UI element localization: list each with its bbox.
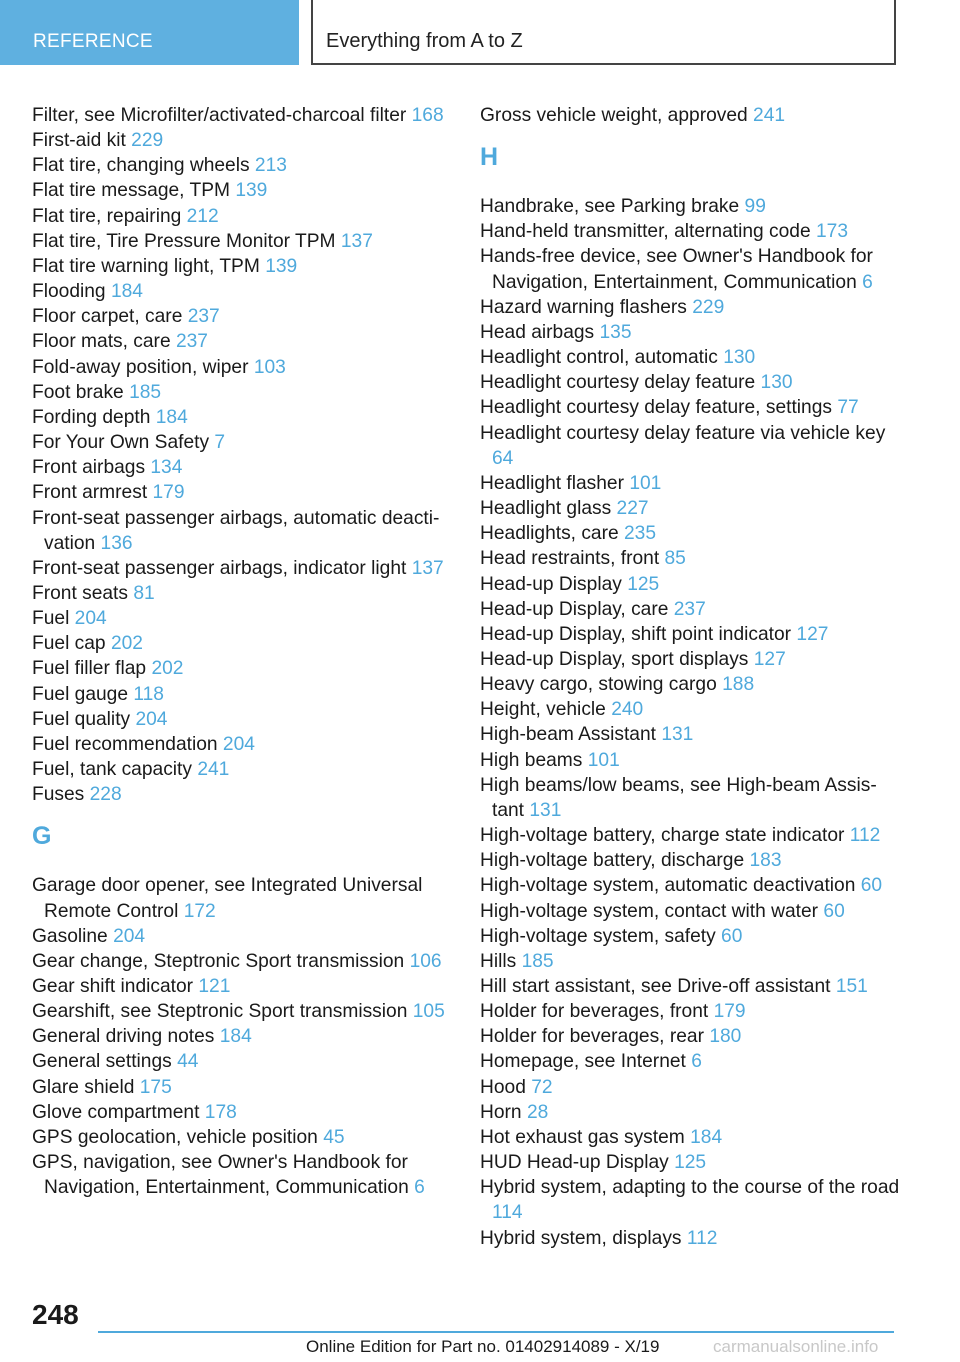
index-page-link[interactable]: 85 xyxy=(664,548,686,570)
index-entry-text: Headlight flasher xyxy=(480,472,624,494)
index-entry xyxy=(32,757,452,782)
index-page-link[interactable]: 101 xyxy=(587,749,620,771)
index-entry-text: Front airbags xyxy=(32,457,146,479)
index-page-link[interactable]: 139 xyxy=(265,255,298,277)
index-entry xyxy=(480,848,900,873)
index-entry xyxy=(32,581,452,606)
index-entry-text: Headlight glass xyxy=(480,498,612,520)
index-entry-text: High-voltage system, contact with water xyxy=(480,900,819,922)
index-page-link[interactable]: 121 xyxy=(198,976,231,997)
index-page-link[interactable]: 184 xyxy=(690,1126,723,1148)
index-column-left xyxy=(32,103,452,1200)
index-page-link[interactable]: 178 xyxy=(204,1101,237,1123)
index-entry xyxy=(32,178,452,203)
index-entry-text: Flat tire message, TPM xyxy=(32,180,230,202)
index-entry-text: Fuel, tank capacity xyxy=(32,759,192,781)
index-page-link[interactable]: 99 xyxy=(744,196,766,218)
index-page-link[interactable]: 241 xyxy=(197,759,230,781)
index-entry xyxy=(480,823,900,848)
index-entry-text: Flat tire, changing wheels xyxy=(32,155,250,177)
index-entry xyxy=(32,682,452,707)
index-entry-text: Fuses xyxy=(32,784,85,806)
index-entry xyxy=(480,748,900,773)
index-page-link[interactable]: 204 xyxy=(113,925,146,947)
index-page-link[interactable]: 60 xyxy=(721,925,743,947)
index-letter-heading: G xyxy=(32,822,52,851)
header-section-label: REFERENCE xyxy=(33,31,153,52)
index-entry xyxy=(480,1226,900,1251)
index-entry-text: Hands-free device, see Owner's Handbook for Navigation, Entertainment, Communication xyxy=(480,246,873,293)
index-page-link[interactable]: 151 xyxy=(835,976,868,997)
index-page-link[interactable]: 130 xyxy=(760,372,793,394)
index-entry-text: Front-seat passenger airbags, indicator light xyxy=(32,557,407,579)
index-page-link[interactable]: 227 xyxy=(616,498,649,520)
index-entry xyxy=(480,672,900,697)
index-page-link[interactable]: 172 xyxy=(183,900,216,922)
index-entry xyxy=(480,395,900,420)
index-entry-text: GPS, navigation, see Owner's Handbook for Navigation, Entertainment, Communication xyxy=(32,1152,409,1199)
index-page-link[interactable]: 28 xyxy=(526,1101,549,1123)
index-entry-text: High beams/low beams, see High-beam Assistant xyxy=(480,774,877,821)
index-page-link[interactable]: 127 xyxy=(796,623,829,645)
index-entry-text: Headlight control, automatic xyxy=(480,347,718,369)
index-page-link[interactable]: 125 xyxy=(674,1152,707,1174)
index-entry xyxy=(480,1075,900,1100)
index-page-link[interactable]: 77 xyxy=(837,397,859,419)
index-entry-text: HUD Head-up Display xyxy=(480,1152,669,1174)
index-entry xyxy=(480,521,900,546)
index-entry xyxy=(480,1175,900,1225)
index-entry xyxy=(32,153,452,178)
index-entry xyxy=(32,506,452,556)
index-entry xyxy=(480,949,900,974)
index-entry xyxy=(32,229,452,254)
index-entry-text: Height, vehicle xyxy=(480,699,606,721)
index-page-link[interactable]: 179 xyxy=(713,1001,746,1023)
index-entry-text: Floor mats, care xyxy=(32,331,171,353)
index-page-link[interactable]: 127 xyxy=(753,648,786,670)
index-entry-text: Flooding xyxy=(32,281,106,303)
index-entry-text: High-beam Assistant xyxy=(480,724,656,746)
index-entry-text: GPS geolocation, vehicle position xyxy=(32,1126,318,1148)
index-entry xyxy=(480,103,900,128)
index-entry xyxy=(32,999,452,1024)
index-entry-text: Holder for beverages, front xyxy=(480,1001,709,1023)
index-page-link[interactable]: 240 xyxy=(611,699,644,721)
index-entry xyxy=(480,924,900,949)
index-page-link[interactable]: 134 xyxy=(150,457,183,479)
index-page-link[interactable]: 125 xyxy=(627,573,660,595)
index-page-link[interactable]: 112 xyxy=(849,825,881,847)
index-entry xyxy=(32,1100,452,1125)
index-entry-text: Horn xyxy=(480,1101,522,1123)
index-entry-text: Holder for beverages, rear xyxy=(480,1026,704,1048)
index-page-link[interactable]: 237 xyxy=(175,331,208,353)
index-page-link[interactable]: 204 xyxy=(74,608,107,630)
index-entry xyxy=(480,546,900,571)
index-entry-text: Fuel cap xyxy=(32,633,106,655)
index-page-link[interactable]: 45 xyxy=(323,1126,345,1148)
index-entry-text: Front seats xyxy=(32,582,128,604)
index-entry xyxy=(480,320,900,345)
index-entry-text: General settings xyxy=(32,1051,172,1073)
header-title-box xyxy=(311,0,896,65)
index-page-link[interactable]: 60 xyxy=(860,875,883,897)
index-page-link[interactable]: 6 xyxy=(414,1177,425,1199)
index-entry-text: Gear change, Steptronic Sport transmission xyxy=(32,950,405,972)
index-letter-heading: H xyxy=(480,143,499,172)
index-column-right xyxy=(480,103,900,1251)
index-page-link[interactable]: 137 xyxy=(411,557,444,579)
index-entry-text: Head restraints, front xyxy=(480,548,660,570)
index-entry-text: High-voltage system, automatic deactivation xyxy=(480,875,856,897)
index-page-link[interactable]: 105 xyxy=(412,1001,445,1023)
index-entry-text: Head-up Display, shift point indicator xyxy=(480,623,792,645)
index-page-link[interactable]: 139 xyxy=(235,180,268,202)
index-entry xyxy=(32,1075,452,1100)
index-entry-text: Flat tire, repairing xyxy=(32,205,182,227)
index-entry-text: Fuel recommendation xyxy=(32,733,218,755)
index-entry-text: Gear shift indicator xyxy=(32,976,194,997)
index-entry xyxy=(32,304,452,329)
index-entry xyxy=(32,924,452,949)
index-entry-text: Head-up Display, care xyxy=(480,598,669,620)
index-entry-text: Hood xyxy=(480,1076,526,1098)
index-entry xyxy=(480,647,900,672)
index-entry xyxy=(32,204,452,229)
index-entry-text: Hills xyxy=(480,950,517,972)
index-page-link[interactable]: 185 xyxy=(129,381,162,403)
index-entry-text: Fuel quality xyxy=(32,708,131,730)
index-entry-text: For Your Own Safety xyxy=(32,432,210,454)
index-page-link[interactable]: 72 xyxy=(531,1076,553,1098)
index-entry-text: Hand-held transmitter, alternating code xyxy=(480,221,811,243)
index-entry-text: Headlight courtesy delay feature, settings xyxy=(480,397,832,419)
index-page-link[interactable]: 180 xyxy=(709,1026,742,1048)
index-entry-text: Hot exhaust gas system xyxy=(480,1126,685,1148)
index-entry-text: First-aid kit xyxy=(32,130,126,152)
index-page-link[interactable]: 204 xyxy=(135,708,168,730)
index-entry xyxy=(480,370,900,395)
footer-divider xyxy=(98,1331,894,1333)
index-page-link[interactable]: 7 xyxy=(214,432,226,454)
index-entry xyxy=(480,219,900,244)
index-page-link[interactable]: 131 xyxy=(661,724,694,746)
index-entry xyxy=(32,732,452,757)
index-entry xyxy=(32,1024,452,1049)
index-entry xyxy=(480,773,900,823)
index-page-link[interactable]: 175 xyxy=(139,1076,172,1098)
index-entry-text: Gross vehicle weight, approved xyxy=(480,105,748,126)
index-page-link[interactable]: 81 xyxy=(133,582,155,604)
index-page-link[interactable]: 136 xyxy=(100,532,133,554)
index-entry-text: Homepage, see Internet xyxy=(480,1051,686,1073)
index-entry-text: Floor carpet, care xyxy=(32,306,183,328)
index-entry xyxy=(480,999,900,1024)
index-entry-text: Head airbags xyxy=(480,321,595,343)
index-entry-text: Headlight courtesy delay feature via vehicle key xyxy=(480,422,886,444)
index-entry-text: High-voltage battery, charge state indicator xyxy=(480,825,845,847)
index-entry-text: Fuel gauge xyxy=(32,683,129,705)
index-entry-text: Glare shield xyxy=(32,1076,135,1098)
index-page-link[interactable]: 202 xyxy=(151,658,184,680)
index-entry-text: Hazard warning flashers xyxy=(480,296,687,318)
index-entry xyxy=(480,1125,900,1150)
index-page-link[interactable]: 184 xyxy=(110,281,143,303)
index-entry xyxy=(32,1150,452,1200)
index-page-link[interactable]: 106 xyxy=(409,950,442,972)
footer-watermark: carmanualsonline.info xyxy=(713,1337,879,1356)
index-page-link[interactable]: 237 xyxy=(187,306,220,328)
index-entry xyxy=(480,597,900,622)
index-entry-text: Gearshift, see Steptronic Sport transmission xyxy=(32,1001,408,1023)
index-entry xyxy=(32,631,452,656)
index-page-link[interactable]: 185 xyxy=(521,950,554,972)
index-page-link[interactable]: 213 xyxy=(254,155,287,177)
index-entry-text: Garage door opener, see Integrated Universal Remote Control xyxy=(32,875,423,922)
index-entry xyxy=(32,974,452,999)
index-page-link[interactable]: 44 xyxy=(177,1051,199,1073)
index-entry xyxy=(480,1100,900,1125)
header-title: Everything from A to Z xyxy=(326,30,523,52)
index-page-link[interactable]: 103 xyxy=(253,356,286,378)
index-page-link[interactable]: 228 xyxy=(89,784,122,806)
index-entry-text: Heavy cargo, stowing cargo xyxy=(480,674,717,696)
index-entry-text: Head-up Display, sport displays xyxy=(480,648,749,670)
index-page-link[interactable]: 60 xyxy=(823,900,845,922)
index-entry xyxy=(480,194,900,219)
index-page-link[interactable]: 173 xyxy=(815,221,848,243)
index-entry xyxy=(480,471,900,496)
index-page-link[interactable]: 237 xyxy=(673,598,706,620)
index-entry-text: General driving notes xyxy=(32,1026,215,1048)
index-entry-text: Hybrid system, displays xyxy=(480,1227,682,1249)
index-entry-text: Headlights, care xyxy=(480,523,619,545)
index-entry-text: Fuel filler flap xyxy=(32,658,147,680)
index-page-link[interactable]: 183 xyxy=(749,850,782,872)
index-entry xyxy=(32,329,452,354)
index-page-link[interactable]: 112 xyxy=(686,1227,718,1249)
index-entry xyxy=(32,606,452,631)
index-entry-text: Foot brake xyxy=(32,381,124,403)
index-page-link[interactable]: 131 xyxy=(529,799,562,821)
index-entry-text: Head-up Display xyxy=(480,573,622,595)
index-entry xyxy=(32,656,452,681)
index-entry xyxy=(480,873,900,898)
index-page-link[interactable]: 241 xyxy=(753,105,786,126)
index-entry-text: High beams xyxy=(480,749,583,771)
index-entry-text: Hill start assistant, see Drive-off assistant xyxy=(480,976,831,997)
index-page-link[interactable]: 235 xyxy=(624,523,657,545)
index-page-link[interactable]: 184 xyxy=(155,406,188,428)
index-entry xyxy=(32,707,452,732)
index-page-link[interactable]: 101 xyxy=(629,472,662,494)
index-entry xyxy=(480,1150,900,1175)
index-entry-text: Fold-away position, wiper xyxy=(32,356,249,378)
index-entry xyxy=(480,572,900,597)
index-page-link[interactable]: 229 xyxy=(692,296,725,318)
index-page-link[interactable]: 184 xyxy=(219,1026,252,1048)
index-entry-text: Fording depth xyxy=(32,406,151,428)
index-entry xyxy=(480,722,900,747)
index-entry xyxy=(480,1024,900,1049)
index-page-link[interactable]: 188 xyxy=(722,674,755,696)
index-entry xyxy=(480,295,900,320)
index-page-link[interactable]: 229 xyxy=(131,130,164,152)
index-entry xyxy=(32,455,452,480)
index-page-link[interactable]: 168 xyxy=(411,105,444,126)
header-section-tab xyxy=(0,0,299,65)
index-entry-text: Flat tire, Tire Pressure Monitor TPM xyxy=(32,230,336,252)
index-entry-text: Headlight courtesy delay feature xyxy=(480,372,756,394)
index-entry xyxy=(32,430,452,455)
index-page-link[interactable]: 6 xyxy=(862,271,873,293)
index-entry xyxy=(480,421,900,471)
index-entry xyxy=(32,480,452,505)
index-entry xyxy=(32,1049,452,1074)
index-entry xyxy=(480,899,900,924)
index-entry xyxy=(480,244,900,294)
index-entry-text: Gasoline xyxy=(32,925,108,947)
index-entry-text: Glove compartment xyxy=(32,1101,200,1123)
index-entry xyxy=(32,128,452,153)
index-page-link[interactable]: 130 xyxy=(723,347,756,369)
index-entry xyxy=(32,380,452,405)
index-page-link[interactable]: 137 xyxy=(340,230,373,252)
index-entry xyxy=(480,1049,900,1074)
index-page-link[interactable]: 204 xyxy=(222,733,255,755)
index-entry-text: Hybrid system, adapting to the course of the road xyxy=(480,1177,900,1199)
index-page-link[interactable]: 179 xyxy=(152,482,185,504)
index-entry-text: Handbrake, see Parking brake xyxy=(480,196,740,218)
index-entry xyxy=(480,345,900,370)
index-page-link[interactable]: 118 xyxy=(133,683,164,705)
index-entry xyxy=(32,782,452,807)
index-entry xyxy=(480,697,900,722)
index-page-link[interactable]: 6 xyxy=(691,1051,702,1073)
index-entry xyxy=(480,496,900,521)
index-entry xyxy=(32,279,452,304)
index-page-link[interactable]: 64 xyxy=(492,447,514,469)
page-number: 248 xyxy=(32,1299,79,1330)
index-entry-text: Filter, see Microfilter/activated-charcoal filter xyxy=(32,105,407,126)
index-page-link[interactable]: 212 xyxy=(186,205,219,227)
index-entry xyxy=(32,1125,452,1150)
index-entry-text: Front armrest xyxy=(32,482,148,504)
index-entry xyxy=(32,949,452,974)
index-entry-text: High-voltage system, safety xyxy=(480,925,716,947)
index-entry xyxy=(32,873,452,923)
index-entry xyxy=(32,254,452,279)
index-entry xyxy=(480,622,900,647)
index-entry-text: High-voltage battery, discharge xyxy=(480,850,745,872)
index-entry xyxy=(32,355,452,380)
index-entry xyxy=(480,974,900,999)
index-page-link[interactable]: 114 xyxy=(492,1202,523,1224)
index-page-link[interactable]: 202 xyxy=(110,633,143,655)
index-entry xyxy=(32,556,452,581)
index-entry-text: Fuel xyxy=(32,608,70,630)
index-entry-text: Flat tire warning light, TPM xyxy=(32,255,260,277)
footer-edition: Online Edition for Part no. 01402914089 - X/19 xyxy=(306,1337,660,1356)
index-entry xyxy=(32,405,452,430)
index-entry xyxy=(32,103,452,128)
index-page-link[interactable]: 135 xyxy=(599,321,632,343)
index-entry-text: Front-seat passenger airbags, automatic deactivation xyxy=(32,507,440,554)
